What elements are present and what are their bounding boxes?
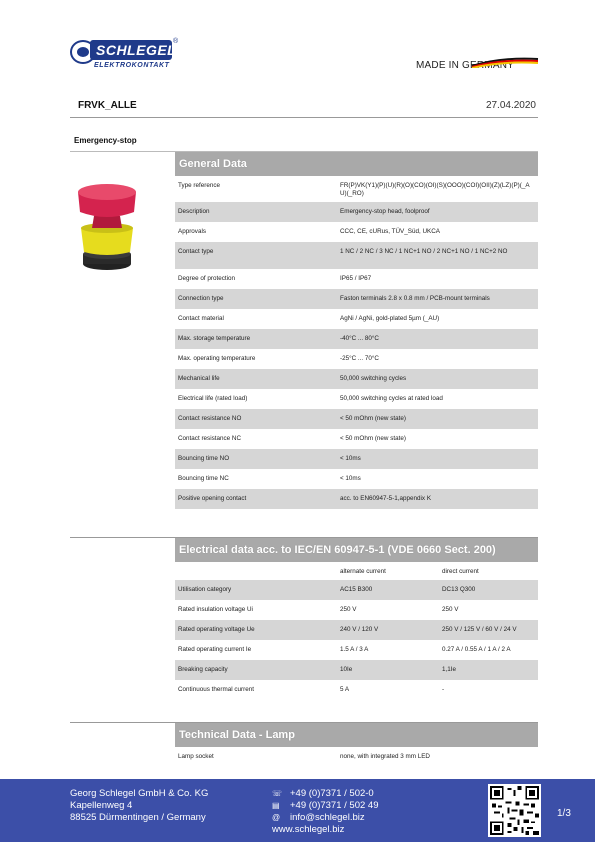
- category-label: Emergency-stop: [70, 136, 538, 152]
- company-name: Georg Schlegel GmbH & Co. KG: [70, 788, 209, 799]
- schlegel-logo: SCHLEGEL ® ELEKTROKONTAKT: [70, 38, 180, 72]
- company-address: [70, 788, 208, 824]
- document-date: 27.04.2020: [485, 100, 536, 111]
- table-row: Lamp socket none, with integrated 3 mm LED: [178, 753, 430, 760]
- table-row: Contact type 1 NC / 2 NC / 3 NC / 1 NC+1 NO / 2 NC+1 NO / 1 NC+2 NO: [175, 242, 538, 269]
- company-city: 88525 Dürmentingen / Germany: [70, 812, 206, 823]
- table-row: Degree of protection IP65 / IP67: [178, 275, 372, 282]
- general-data-table: [175, 152, 538, 509]
- german-flag-swoosh-icon: [470, 56, 540, 68]
- logo-name: SCHLEGEL: [90, 40, 172, 60]
- electrical-data-table: [175, 538, 538, 700]
- table-row: Mechanical life 50,000 switching cycles: [175, 369, 538, 389]
- electrical-data-heading: Electrical data acc. to IEC/EN 60947-5-1 (VDE 0660 Sect. 200): [175, 538, 538, 562]
- table-row: Bouncing time NC < 10ms: [178, 475, 361, 482]
- table-row: Max. operating temperature -25°C ... 70°C: [178, 355, 379, 362]
- fax-icon: ▤: [272, 801, 280, 810]
- table-row: Contact resistance NC < 50 mOhm (new state): [178, 435, 406, 442]
- fax-number: +49 (0)7371 / 502 49: [290, 800, 379, 811]
- table-row: Rated insulation voltage Ui 250 V 250 V: [178, 606, 459, 613]
- table-row: Contact material AgNi / AgNi, gold-plated 5µm (_AU): [178, 315, 440, 322]
- col-alternate-current: alternate current: [340, 568, 386, 575]
- emergency-stop-button-image: [72, 180, 142, 280]
- email-icon: @: [272, 813, 281, 822]
- table-row: Breaking capacity 10Ie 1,1Ie: [175, 660, 538, 680]
- general-data-heading: General Data: [175, 152, 538, 176]
- table-row: Type reference FR(P)VK(Y1)(P)(U)(R)(O)(CO)(OI)(S)(OOO)(COI)(OII)(Z)(LZ)(P)(_A U)(_RO): [178, 182, 530, 197]
- lamp-data-table: [175, 723, 538, 765]
- qr-code: [488, 784, 541, 837]
- table-row: Utilisation category AC15 B300 DC13 Q300: [175, 580, 538, 600]
- company-street: Kapellenweg 4: [70, 800, 133, 811]
- email-link[interactable]: info@schlegel.biz: [290, 812, 365, 823]
- phone-number: +49 (0)7371 / 502-0: [290, 788, 374, 799]
- table-row: Positive opening contact acc. to EN60947-5-1,appendix K: [175, 489, 538, 509]
- col-direct-current: direct current: [442, 568, 479, 575]
- company-contact: [272, 788, 378, 836]
- phone-icon: ☏: [272, 789, 283, 798]
- table-row: Rated operating voltage Ue 240 V / 120 V 250 V / 125 V / 60 V / 24 V: [175, 620, 538, 640]
- made-in-label: MADE IN GERMANY: [416, 60, 515, 71]
- page-header: [0, 0, 595, 90]
- website-link[interactable]: www.schlegel.biz: [272, 824, 345, 835]
- table-row: Rated operating current Ie 1.5 A / 3 A 0.27 A / 0.55 A / 1 A / 2 A: [178, 646, 511, 653]
- logo-subtitle: ELEKTROKONTAKT: [94, 62, 170, 69]
- table-row: Bouncing time NO < 10ms: [175, 449, 538, 469]
- page-footer: [0, 779, 595, 842]
- table-header-row: [175, 562, 538, 580]
- document-title-row: [70, 100, 538, 118]
- table-row: Approvals CCC, CE, cURus, TÜV_Süd, UKCA: [178, 228, 440, 235]
- table-row: Connection type Faston terminals 2.8 x 0.8 mm / PCB-mount terminals: [175, 289, 538, 309]
- product-code: FRVK_ALLE: [78, 100, 137, 111]
- lamp-data-heading: Technical Data - Lamp: [175, 723, 538, 747]
- table-row: Continuous thermal current 5 A -: [178, 686, 445, 693]
- table-row: Max. storage temperature -40°C ... 80°C: [175, 329, 538, 349]
- page-number: 1/3: [557, 808, 571, 819]
- table-row: Electrical life (rated load) 50,000 switching cycles at rated load: [178, 395, 443, 402]
- table-row: Description Emergency-stop head, foolproof: [175, 202, 538, 222]
- table-row: Contact resistance NO < 50 mOhm (new state): [175, 409, 538, 429]
